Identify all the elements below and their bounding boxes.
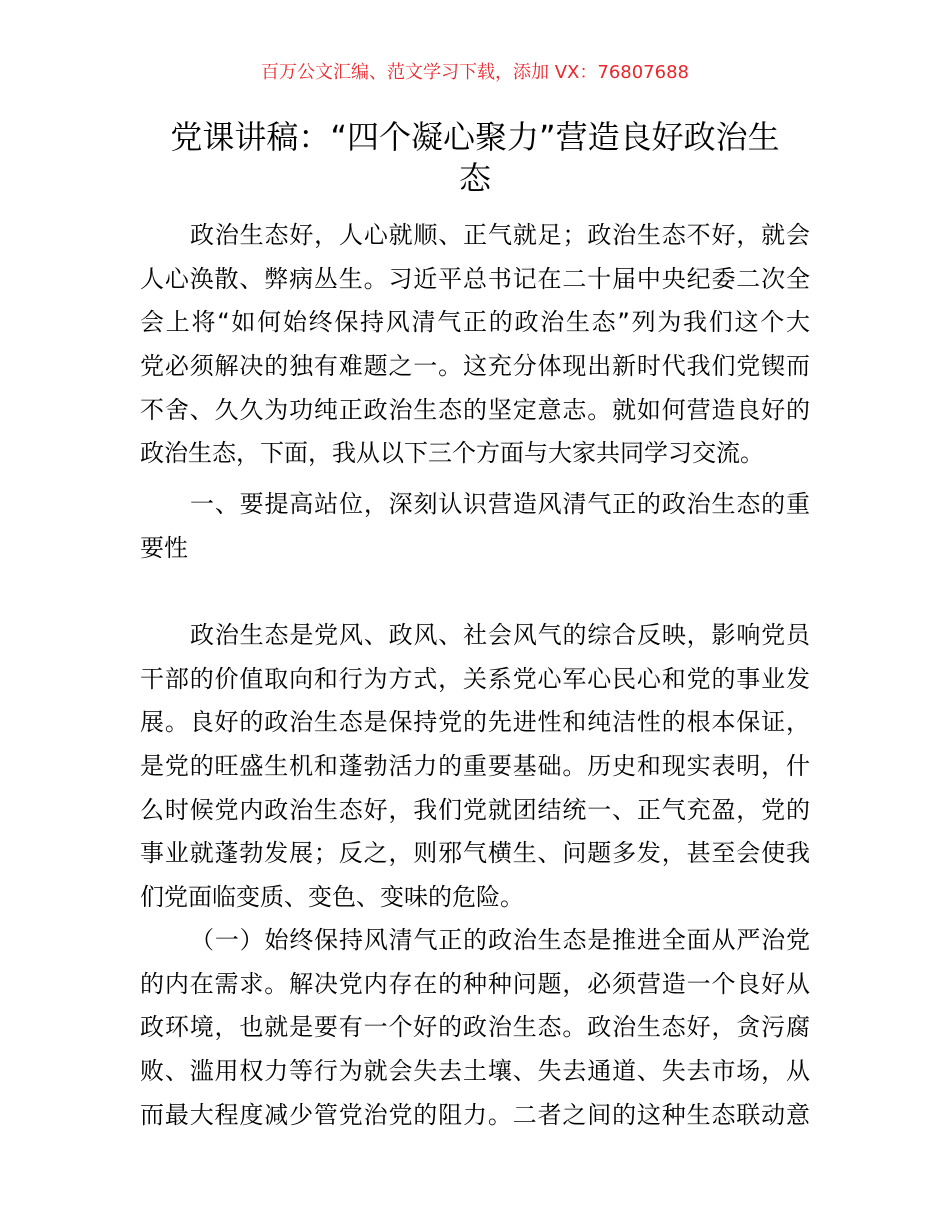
paragraph-1-line: 党必须解决的独有难题之一。这充分体现出新时代我们党锲而 bbox=[140, 352, 810, 380]
paragraph-1-line: 政治生态好，人心就顺、正气就足；政治生态不好，就会 bbox=[190, 221, 810, 249]
paragraph-3-line: 们党面临变质、变色、变味的危险。 bbox=[140, 883, 524, 911]
paragraph-1-line: 政治生态，下面，我从以下三个方面与大家共同学习交流。 bbox=[140, 439, 764, 467]
paragraph-2-line: 要性 bbox=[140, 534, 188, 562]
watermark-header: 百万公文汇编、范文学习下载，添加 VX：76807688 bbox=[261, 62, 689, 83]
paragraph-3-line: 么时候党内政治生态好，我们党就团结统一、正气充盈，党的 bbox=[140, 796, 810, 824]
document-title-line-2: 态 bbox=[458, 159, 491, 197]
paragraph-4-line: 败、滥用权力等行为就会失去土壤、失去通道、失去市场，从 bbox=[140, 1057, 810, 1085]
paragraph-4-line: 而最大程度减少管党治党的阻力。二者之间的这种生态联动意 bbox=[140, 1101, 810, 1129]
paragraph-1-line: 不舍、久久为功纯正政治生态的坚定意志。就如何营造良好的 bbox=[140, 396, 810, 424]
paragraph-4-line: （一）始终保持风清气正的政治生态是推进全面从严治党 bbox=[190, 926, 810, 954]
paragraph-2-line: 一、要提高站位，深刻认识营造风清气正的政治生态的重 bbox=[190, 490, 810, 518]
paragraph-3-line: 政治生态是党风、政风、社会风气的综合反映，影响党员 bbox=[190, 621, 810, 649]
paragraph-3-line: 展。良好的政治生态是保持党的先进性和纯洁性的根本保证， bbox=[140, 708, 810, 736]
paragraph-3-line: 是党的旺盛生机和蓬勃活力的重要基础。历史和现实表明，什 bbox=[140, 752, 810, 780]
paragraph-4-line: 的内在需求。解决党内存在的种种问题，必须营造一个良好从 bbox=[140, 970, 810, 998]
paragraph-4-line: 政环境，也就是要有一个好的政治生态。政治生态好，贪污腐 bbox=[140, 1013, 810, 1041]
paragraph-3-line: 干部的价值取向和行为方式，关系党心军心民心和党的事业发 bbox=[140, 665, 810, 693]
document-title-line-1: 党课讲稿：“四个凝心聚力”营造良好政治生 bbox=[170, 118, 780, 156]
paragraph-1-line: 会上将“如何始终保持风清气正的政治生态”列为我们这个大 bbox=[140, 308, 810, 336]
paragraph-3-line: 事业就蓬勃发展；反之，则邪气横生、问题多发，甚至会使我 bbox=[140, 839, 810, 867]
paragraph-1-line: 人心涣散、弊病丛生。习近平总书记在二十届中央纪委二次全 bbox=[140, 265, 810, 293]
